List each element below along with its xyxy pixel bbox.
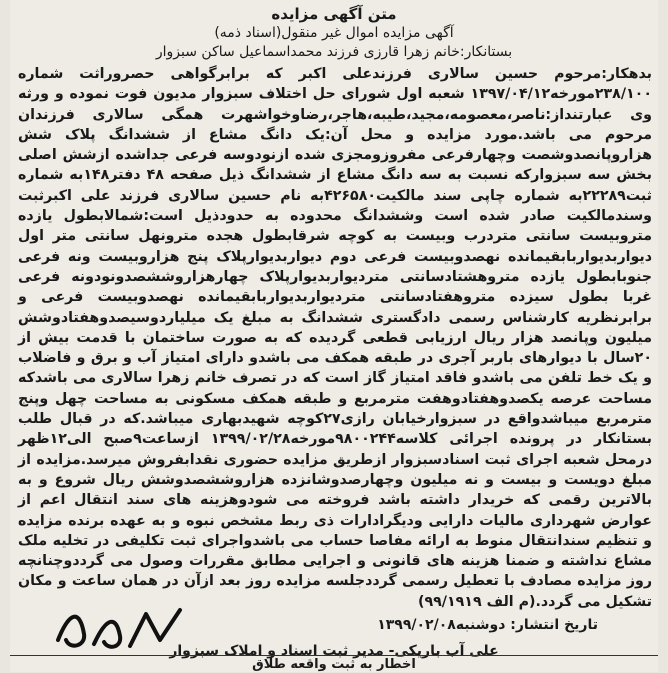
- section-divider: [10, 655, 658, 656]
- notice-title: متن آگهی مزایده: [271, 5, 397, 23]
- signer-line: علی آب باریکی- مدیر ثبت اسناد و املاک سبزوار: [169, 643, 499, 660]
- creditor-line: بستانکار:خانم زهرا قارزی فرزند محمداسماعیل ساکن سبزوار: [155, 44, 513, 60]
- publish-date: تاریخ انتشار: دوشنبه۱۳۹۹/۰۲/۰۸: [377, 617, 598, 634]
- notice-subtitle: آگهی مزایده اموال غیر منقول(اسناد ذمه): [214, 25, 454, 41]
- handwritten-mark-icon: [50, 600, 190, 658]
- notice-page: [10, 0, 658, 672]
- next-notice-title: اخطار به ثبت واقعه طلاق: [252, 657, 416, 672]
- notice-body: بدهکار:مرحوم حسین سالاری فرزندعلی اکبر که برابرگواهی حصروراثت شماره ۲۳۸/۱۰۰مورخه۱۳۹۷/۰۴/۱۲ شعبه اول شورای حل اختلاف سبزوار مدیون فوت نموده و ورثه وی عبارتنداز:ناصر،معصومه،مجید،طیبه،هاجر،رضاوخواشهرت همگی سالاری فرزندان مرحوم می باشد.مورد مزایده و محل آن:یک دانگ مشاع از ششدانگ پلاک شش هزاروپانصدوشصت وچهارفرعی مفروزومجزی شده ازنودوسه فرعی جداشده ازشش اصلی بخش سه سبزوارکه نسبت به سه دانگ مشاع از ششدانگ ذیل صفحه ۴۸ دفتر۱۴۸به شماره ثبت۲۲۲۸۹به شماره چاپی سند مالکیت۴۲۶۵۸۰به نام حسین سالاری فرزند علی اکبرثبت وسندمالکیت صادر شده است وششدانگ محدوده به حدودذیل است:شمالابطول یازده متروبیست سانتی متردرب وبیست به کوچه شرقابطول هجده مترونهل سانتی متر اول دیواربدیواربابقیمانده نهصدوبیست فرعی دوم دیواربدیوارپلاک پنج هزاروبیست ونه فرعی جنوبابطول یازده متروهشتادسانتی متردیواربدیوارپلاک چهارهزاروششصدونودونه فرعی غربا بطول سیزده متروهفتادسانتی متردیواربدیواربابقیمانده نهصدوبیست فرعی و برابرنظریه کارشناس رسمی دادگستری ششدانگ به مبلغ یک میلیاردوسیصدوهفتادوشش میلیون وپانصد هزار ریال ارزیابی قطعی گردیده که به صورت ساختمان با قدمت بیش از ۲۰سال با دیوارهای باربر آجری در طبقه همکف می باشدو دارای امتیاز آب و برق و فاضلاب و یک خط تلفن می باشدو فاقد امتیاز گاز است که در تصرف خانم زهرا سالاری می باشدکه مساحت عرصه یکصدوهفتادوهفت مترمربع و طبقه همکف مسکونی به مساحت چهل وپنج مترمربع میباشدواقع در سبزوارخیابان رازی۲۷کوچه شهیدبهاری میباشد.که در قبال طلب بستانکار در پرونده اجرائی کلاسه۹۸۰۰۲۴۴مورخه۱۳۹۹/۰۲/۲۸ ازساعت۹صبح الی۱۲ظهر درمحل شعبه اجرای ثبت اسنادسبزوار ازطریق مزایده حضوری نقدابفروش میرسد.مزایده از مبلغ دویست و بیست و نه میلیون وچهارصدوشانزده هزاروششصدوشش ریال شروع و به بالاترین رقمی که خریدار داشته باشد فروخته می شودوهزینه های سند انتقال اعم از عوارض شهرداری مالیات دارایی ودیگرادارات ذی ربط مشخص نبوه و به عهده برنده مزایده و تنظیم سندانتقال منوط به ارائه مفاصا حساب می باشدواجرای ثبت تکلیفی در تخلیه ملک مشاع نداشته و ضمنا هزینه های قانونی و اجرایی مطابق مقررات وصول می گرددوچنانچه روز مزایده مصادف با تعطیل رسمی گرددجلسه مزایده روز بعد ازآن در همان ساعت و مکان تشکیل می گردد.(م الف ۹۹/۱۹۱۹): [18, 66, 652, 610]
